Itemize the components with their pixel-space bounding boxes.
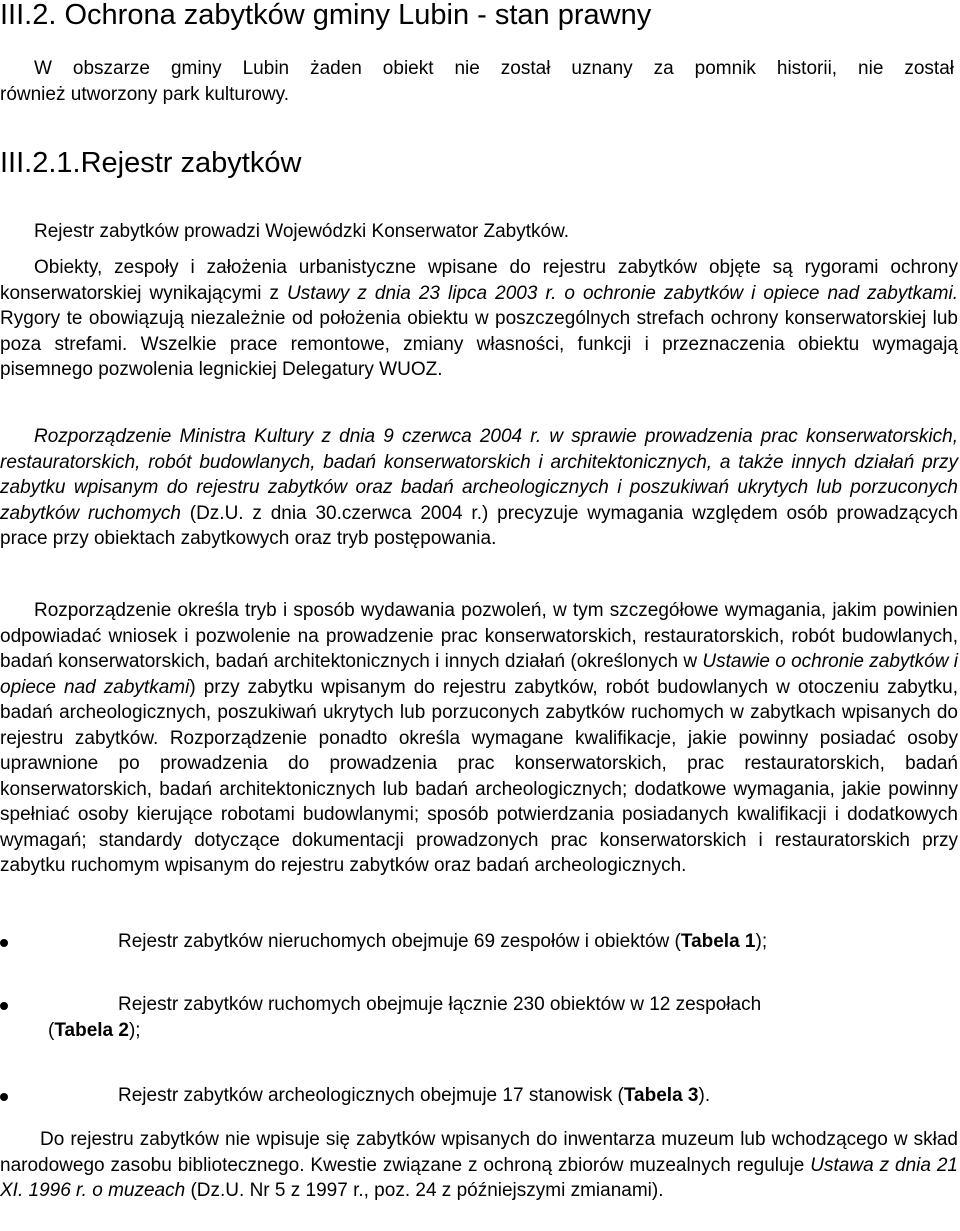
list-item [0, 1083, 958, 1109]
list-item-text [0, 1083, 958, 1109]
law-citation: Ustawy z dnia 23 lipca 2003 r. o ochronie zabytków i opiece nad zabytkami. [287, 282, 958, 304]
text-run: Rejestr zabytków ruchomych obejmuje łącznie 230 obiektów w 12 zespołach [118, 994, 762, 1015]
list-item-text [0, 992, 958, 1043]
paragraph-regulation [0, 424, 958, 552]
text-run: ( [48, 1019, 55, 1041]
paragraph-intro [0, 56, 954, 107]
list-item [0, 929, 958, 955]
paragraph-intro-line-1: W obszarze gminy Lubin żaden obiekt nie został uznany za pomnik historii, nie został [34, 58, 954, 79]
list-item-wrap [48, 1018, 958, 1044]
law-citation: Ustawie o ochronie zabytków i opiece nad zabytkami [0, 651, 958, 698]
list-item-text [0, 929, 958, 955]
regulation-citation: Rozporządzenie Ministra Kultury z dnia 9 czerwca 2004 r. w sprawie prowadzenia prac konserwatorskich, restauratorskich, robót budowlanych, badań konserwatorskich i architektonicznych, a także innych działań przy zabytku wpisanym do rejestru zabytków oraz badań archeologicznych i poszukiwań ukrytych lub porzuconych zabytków ruchomych [0, 426, 958, 524]
text-run: ) przy zabytku wpisanym do rejestru zabytków, robót budowlanych w otoczeniu zabytku, badań archeologicznych, poszukiwań ukrytych lub porzuconych zabytków ruchomych w zabytkach wpisanych do rejestru zabytków. Rozporządzenie ponadto określa wymagane kwalifikacje, jakie powinny posiadać osoby uprawnione po prowadzenia do prowadzenia prac konserwatorskich, prac restauratorskich, badań konserwatorskich, badań architektonicznych lub badań archeologicznych; dodatkowe wymagania, jakie powinny spełniać osoby kierujące robotami budowlanymi; sposób potwierdzania posiadanych kwalifikacji i dodatkowych wymagań; standardy dotyczące dokumentacji prowadzonych prac konserwatorskich i restauratorskich przy zabytku ruchomym wpisanym do rejestru zabytków oraz badań archeologicznych. [0, 676, 958, 876]
paragraph-intro-line-2: również utworzony park kulturowy. [0, 83, 289, 105]
paragraph-regulation-details [0, 598, 958, 879]
text-run: ); [128, 1019, 141, 1041]
section-heading: III.2. Ochrona zabytków gminy Lubin - stan prawny [0, 0, 652, 31]
paragraph-museum-collections [0, 1127, 958, 1204]
table-reference: Tabela 2 [54, 1019, 129, 1041]
list-item [0, 992, 958, 1043]
bullet-icon [0, 1093, 8, 1101]
text-run: Rejestr zabytków nieruchomych obejmuje 69 zespołów i obiektów ( [118, 931, 681, 952]
table-reference: Tabela 1 [680, 931, 756, 952]
text-run: Do rejestru zabytków nie wpisuje się zabytków wpisanych do inwentarza muzeum lub wchodzącego w skład narodowego zasobu bibliotecznego. Kwestie związane z ochroną zbiorów muzealnych reguluje [0, 1129, 958, 1176]
table-reference: Tabela 3 [623, 1085, 699, 1106]
text-run: Rozporządzenie określa tryb i sposób wydawania pozwoleń, w tym szczegółowe wymagania, jakim powinien odpowiadać wniosek i pozwolenie na prowadzenie prac konserwatorskich, restauratorskich, robót budowlanych, badań konserwatorskich, badań architektonicznych i innych działań (określonych w [0, 600, 958, 672]
bullet-icon [0, 939, 8, 947]
text-run: (Dz.U. Nr 5 z 1997 r., poz. 24 z późniejszymi zmianami). [185, 1180, 664, 1201]
text-run: Obiekty, zespoły i założenia urbanistyczne wpisane do rejestru zabytków objęte są rygorami ochrony konserwatorskiej wynikającymi z [0, 257, 958, 304]
subsection-heading: III.2.1.Rejestr zabytków [0, 147, 302, 179]
text-run: ); [755, 931, 768, 952]
paragraph-protection-rules [0, 255, 958, 383]
text-run: (Dz.U. z dnia 30.czerwca 2004 r.) precyzuje wymagania względem osób prowadzących prace przy obiektach zabytkowych oraz tryb postępowania. [0, 502, 958, 549]
bullet-icon [0, 1002, 8, 1010]
law-citation: Ustawa z dnia 21 XI. 1996 r. o muzeach [0, 1154, 958, 1201]
paragraph-registry-keeper: Rejestr zabytków prowadzi Wojewódzki Konserwator Zabytków. [34, 221, 570, 242]
text-run: Rygory te obowiązują niezależnie od położenia obiektu w poszczególnych strefach ochrony konserwatorskiej lub poza strefami. Wszelkie prace remontowe, zmiany własności, funkcji i przeznaczenia obiektu wymagają pisemnego pozwolenia legnickiej Delegatury WUOZ. [0, 308, 958, 380]
text-run: ). [698, 1085, 711, 1106]
text-run: Rejestr zabytków archeologicznych obejmuje 17 stanowisk ( [118, 1085, 624, 1106]
